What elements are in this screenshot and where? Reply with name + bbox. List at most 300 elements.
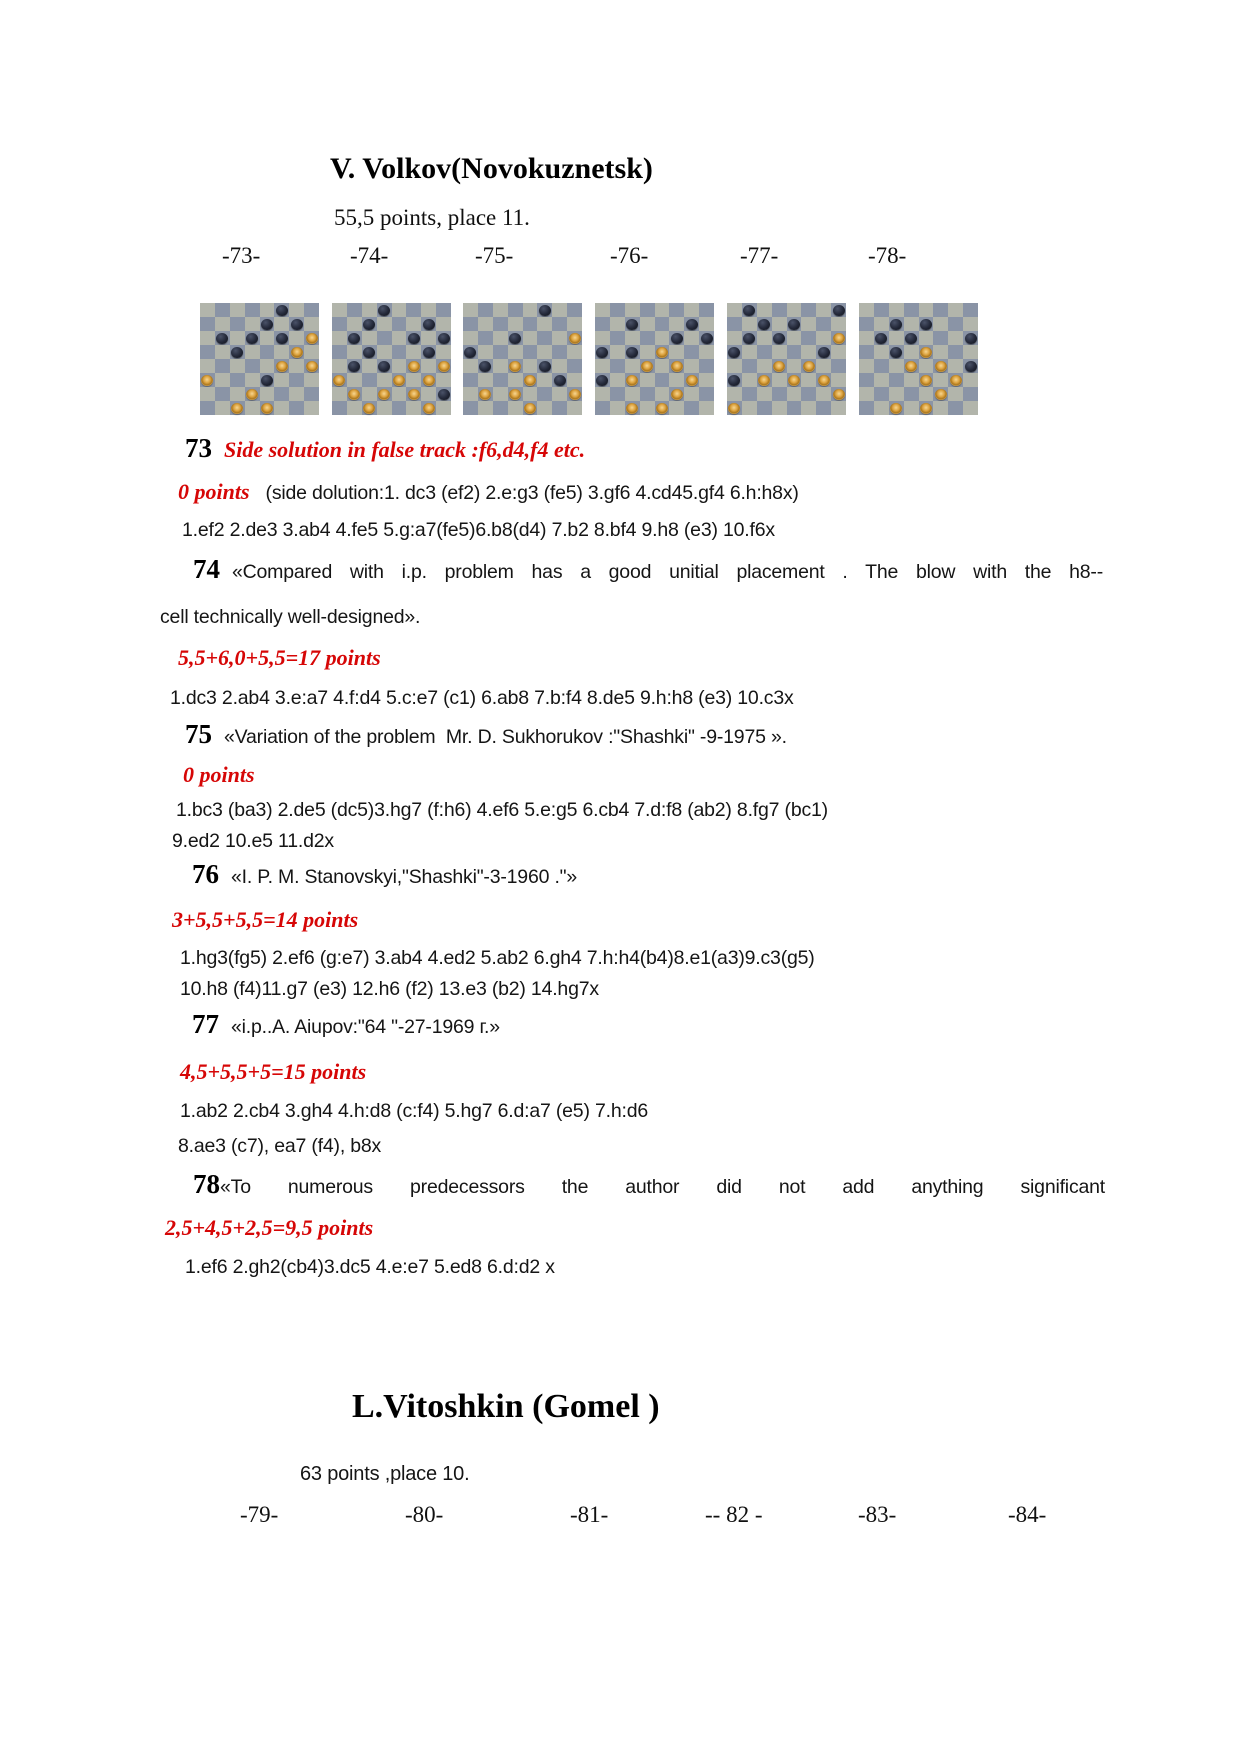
board-square	[215, 359, 230, 373]
board-square	[421, 387, 436, 401]
checker-piece-dark	[965, 333, 977, 344]
checker-piece-dark	[626, 347, 638, 358]
board-square	[801, 317, 816, 331]
board-square	[831, 331, 846, 345]
board-square	[948, 373, 963, 387]
board-square	[625, 317, 640, 331]
checker-piece-dark	[438, 333, 450, 344]
board-square	[493, 401, 508, 415]
board-square	[859, 401, 874, 415]
board-square	[245, 387, 260, 401]
board-square	[640, 331, 655, 345]
board-square	[347, 401, 362, 415]
board-square	[392, 303, 407, 317]
board-square	[508, 345, 523, 359]
board-square	[347, 359, 362, 373]
board-square	[523, 401, 538, 415]
board-square	[948, 303, 963, 317]
board-square	[640, 345, 655, 359]
board-square	[289, 317, 304, 331]
diagram-label-84: -84-	[1008, 1502, 1047, 1527]
checker-piece-dark	[965, 361, 977, 372]
board-square	[727, 401, 742, 415]
board-square	[347, 303, 362, 317]
board-square	[963, 359, 978, 373]
checker-piece-light	[671, 389, 683, 400]
board-square	[874, 387, 889, 401]
board-square	[362, 303, 377, 317]
board-square	[801, 401, 816, 415]
board-square	[463, 345, 478, 359]
board-square	[757, 345, 772, 359]
board-square	[684, 303, 699, 317]
checkers-board-75	[463, 303, 582, 415]
problem73-points-note: (side dolution:1. dc3 (ef2) 2.e:g3 (fe5) 3.gf6 4.cd45.gf4 6.h:h8x)	[265, 482, 799, 504]
board-square	[684, 373, 699, 387]
board-square	[757, 387, 772, 401]
problem73-points-line	[178, 478, 799, 506]
board-square	[200, 373, 215, 387]
board-square	[699, 373, 714, 387]
board-square	[215, 317, 230, 331]
diagram-label-81: -81-	[570, 1502, 609, 1527]
board-square	[933, 401, 948, 415]
board-square	[245, 331, 260, 345]
board-square	[816, 401, 831, 415]
board-square	[421, 345, 436, 359]
board-square	[332, 359, 347, 373]
board-square	[933, 387, 948, 401]
board-square	[377, 359, 392, 373]
board-square	[699, 317, 714, 331]
board-square	[463, 387, 478, 401]
problem74-number: 74	[193, 554, 220, 584]
board-square	[772, 359, 787, 373]
problem73-points: 0 points	[178, 479, 250, 504]
board-square	[508, 401, 523, 415]
checker-piece-dark	[743, 305, 755, 316]
board-square	[831, 401, 846, 415]
checker-piece-light	[276, 361, 288, 372]
board-square	[933, 373, 948, 387]
board-square	[948, 345, 963, 359]
board-square	[362, 373, 377, 387]
board-square	[304, 317, 319, 331]
board-square	[742, 345, 757, 359]
board-square	[801, 303, 816, 317]
board-square	[537, 345, 552, 359]
board-square	[757, 373, 772, 387]
board-square	[245, 401, 260, 415]
checker-piece-light	[950, 375, 962, 386]
problem75-heading	[185, 718, 787, 752]
checker-piece-dark	[423, 347, 435, 358]
problem73-note: Side solution in false track :f6,d4,f4 etc.	[224, 437, 586, 462]
diagram-label-82: -- 82 -	[705, 1502, 763, 1527]
board-square	[552, 331, 567, 345]
board-square	[260, 345, 275, 359]
checker-piece-dark	[276, 333, 288, 344]
board-square	[595, 401, 610, 415]
board-square	[377, 345, 392, 359]
board-square	[377, 303, 392, 317]
board-square	[933, 359, 948, 373]
board-square	[493, 345, 508, 359]
checker-piece-light	[569, 389, 581, 400]
board-square	[406, 373, 421, 387]
board-square	[787, 317, 802, 331]
board-square	[421, 317, 436, 331]
board-square	[347, 331, 362, 345]
board-square	[684, 317, 699, 331]
checker-piece-dark	[596, 347, 608, 358]
board-square	[274, 401, 289, 415]
checker-piece-light	[231, 403, 243, 414]
board-square	[889, 317, 904, 331]
board-square	[787, 387, 802, 401]
board-square	[245, 303, 260, 317]
board-square	[595, 331, 610, 345]
board-square	[889, 359, 904, 373]
board-square	[463, 401, 478, 415]
board-square	[831, 387, 846, 401]
board-square	[274, 303, 289, 317]
board-square	[478, 359, 493, 373]
board-square	[392, 401, 407, 415]
board-square	[552, 317, 567, 331]
board-square	[919, 387, 934, 401]
board-square	[727, 331, 742, 345]
board-square	[260, 373, 275, 387]
board-square	[567, 317, 582, 331]
board-square	[919, 303, 934, 317]
board-square	[332, 373, 347, 387]
checker-piece-light	[423, 375, 435, 386]
board-square	[610, 387, 625, 401]
board-square	[859, 373, 874, 387]
board-square	[260, 331, 275, 345]
board-square	[919, 401, 934, 415]
board-square	[742, 331, 757, 345]
checker-piece-dark	[231, 347, 243, 358]
board-square	[904, 359, 919, 373]
board-square	[406, 317, 421, 331]
checker-piece-light	[291, 347, 303, 358]
board-square	[595, 373, 610, 387]
board-square	[392, 317, 407, 331]
checker-piece-dark	[539, 305, 551, 316]
checker-piece-dark	[539, 361, 551, 372]
problem77-moves-1: 1.ab2 2.cb4 3.gh4 4.h:d8 (c:f4) 5.hg7 6.d:a7 (e5) 7.h:d6	[180, 1100, 648, 1122]
board-square	[436, 387, 451, 401]
board-square	[552, 401, 567, 415]
board-square	[304, 387, 319, 401]
board-square	[655, 303, 670, 317]
board-square	[362, 345, 377, 359]
board-square	[332, 401, 347, 415]
checker-piece-light	[306, 333, 318, 344]
board-square	[919, 359, 934, 373]
board-square	[289, 401, 304, 415]
board-square	[406, 401, 421, 415]
checker-piece-dark	[291, 319, 303, 330]
board-square	[463, 373, 478, 387]
board-square	[772, 331, 787, 345]
board-square	[919, 317, 934, 331]
board-square	[463, 317, 478, 331]
checker-piece-light	[438, 361, 450, 372]
board-square	[874, 373, 889, 387]
board-square	[948, 359, 963, 373]
board-square	[816, 387, 831, 401]
board-square	[463, 359, 478, 373]
checker-piece-dark	[890, 319, 902, 330]
board-square	[215, 401, 230, 415]
problem78-points: 2,5+4,5+2,5=9,5 points	[165, 1215, 374, 1240]
board-square	[684, 387, 699, 401]
checker-piece-light	[758, 375, 770, 386]
checker-piece-light	[393, 375, 405, 386]
checker-piece-light	[626, 403, 638, 414]
board-square	[436, 317, 451, 331]
checker-piece-light	[773, 361, 785, 372]
board-square	[245, 373, 260, 387]
checker-piece-light	[788, 375, 800, 386]
board-square	[904, 331, 919, 345]
problem77-moves-2: 8.ae3 (c7), ea7 (f4), b8x	[178, 1135, 382, 1157]
checker-piece-dark	[216, 333, 228, 344]
board-square	[493, 359, 508, 373]
checker-piece-light	[333, 375, 345, 386]
problem73-moves-1: 1.ef2 2.de3 3.ab4 4.fe5 5.g:a7(fe5)6.b8(d4) 7.b2 8.bf4 9.h8 (e3) 10.f6x	[182, 519, 775, 541]
board-square	[508, 373, 523, 387]
checker-piece-light	[423, 403, 435, 414]
board-square	[347, 387, 362, 401]
board-square	[801, 331, 816, 345]
checker-piece-dark	[378, 305, 390, 316]
diagram-label-77: -77-	[740, 243, 779, 268]
board-square	[304, 373, 319, 387]
checker-piece-light	[509, 389, 521, 400]
board-square	[230, 373, 245, 387]
board-square	[493, 373, 508, 387]
checker-piece-dark	[758, 319, 770, 330]
board-square	[699, 345, 714, 359]
board-square	[377, 387, 392, 401]
section1-subtitle: 55,5 points, place 11.	[334, 205, 530, 230]
board-square	[595, 387, 610, 401]
board-square	[274, 331, 289, 345]
board-square	[508, 303, 523, 317]
board-square	[537, 387, 552, 401]
checker-piece-light	[569, 333, 581, 344]
board-square	[304, 359, 319, 373]
checkers-board-74	[332, 303, 451, 415]
board-square	[948, 401, 963, 415]
board-square	[523, 303, 538, 317]
checker-piece-light	[656, 403, 668, 414]
board-square	[537, 331, 552, 345]
board-square	[625, 387, 640, 401]
diagram-label-74: -74-	[350, 243, 389, 268]
board-square	[523, 317, 538, 331]
board-square	[742, 303, 757, 317]
board-square	[859, 345, 874, 359]
board-square	[493, 387, 508, 401]
board-square	[610, 303, 625, 317]
diagram-label-83: -83-	[858, 1502, 897, 1527]
diagram-label-78: -78-	[868, 243, 907, 268]
checkers-board-77	[727, 303, 846, 415]
problem76-heading	[192, 858, 577, 892]
board-square	[684, 359, 699, 373]
board-square	[304, 303, 319, 317]
board-square	[260, 387, 275, 401]
board-square	[772, 317, 787, 331]
checker-piece-dark	[276, 305, 288, 316]
board-square	[727, 359, 742, 373]
board-square	[406, 359, 421, 373]
checker-piece-light	[261, 403, 273, 414]
board-square	[200, 359, 215, 373]
board-square	[655, 359, 670, 373]
board-square	[816, 345, 831, 359]
problem78-number: 78	[193, 1169, 220, 1199]
checker-piece-light	[479, 389, 491, 400]
board-square	[289, 373, 304, 387]
board-square	[801, 359, 816, 373]
checker-piece-light	[803, 361, 815, 372]
board-square	[963, 345, 978, 359]
board-square	[727, 387, 742, 401]
board-square	[684, 401, 699, 415]
board-square	[874, 401, 889, 415]
problem76-points: 3+5,5+5,5=14 points	[172, 907, 359, 932]
checker-piece-light	[920, 403, 932, 414]
board-square	[727, 303, 742, 317]
board-square	[933, 317, 948, 331]
board-square	[200, 331, 215, 345]
board-square	[523, 359, 538, 373]
board-square	[215, 303, 230, 317]
checker-piece-light	[890, 403, 902, 414]
board-square	[816, 331, 831, 345]
board-square	[215, 345, 230, 359]
board-square	[757, 359, 772, 373]
board-square	[904, 317, 919, 331]
board-square	[610, 401, 625, 415]
checker-piece-light	[408, 361, 420, 372]
checker-piece-light	[524, 375, 536, 386]
board-square	[523, 331, 538, 345]
checker-piece-dark	[833, 305, 845, 316]
diagram-label-73: -73-	[222, 243, 261, 268]
board-square	[801, 345, 816, 359]
board-square	[874, 317, 889, 331]
board-square	[669, 373, 684, 387]
board-square	[859, 317, 874, 331]
checker-piece-dark	[261, 319, 273, 330]
board-square	[362, 359, 377, 373]
board-square	[889, 345, 904, 359]
board-square	[362, 317, 377, 331]
board-square	[523, 373, 538, 387]
checker-piece-dark	[423, 319, 435, 330]
board-square	[230, 345, 245, 359]
diagram-label-75: -75-	[475, 243, 514, 268]
problem76-moves-1: 1.hg3(fg5) 2.ef6 (g:e7) 3.ab4 4.ed2 5.ab2 6.gh4 7.h:h4(b4)8.e1(a3)9.c3(g5)	[180, 947, 815, 969]
board-square	[595, 359, 610, 373]
board-square	[200, 401, 215, 415]
checker-piece-dark	[626, 319, 638, 330]
board-square	[933, 303, 948, 317]
checker-piece-dark	[818, 347, 830, 358]
board-square	[230, 387, 245, 401]
checker-piece-dark	[408, 333, 420, 344]
board-square	[567, 331, 582, 345]
board-square	[304, 401, 319, 415]
board-square	[478, 331, 493, 345]
board-square	[463, 303, 478, 317]
board-square	[610, 373, 625, 387]
board-square	[436, 401, 451, 415]
problem78-heading	[193, 1168, 1105, 1202]
board-square	[436, 345, 451, 359]
board-square	[904, 387, 919, 401]
board-square	[727, 373, 742, 387]
board-square	[392, 345, 407, 359]
board-square	[567, 359, 582, 373]
board-square	[478, 387, 493, 401]
board-square	[787, 331, 802, 345]
board-square	[859, 359, 874, 373]
board-square	[757, 303, 772, 317]
board-square	[742, 387, 757, 401]
board-square	[655, 331, 670, 345]
problem77-number: 77	[192, 1009, 219, 1039]
board-square	[392, 359, 407, 373]
board-square	[567, 303, 582, 317]
board-square	[831, 317, 846, 331]
checker-piece-light	[833, 389, 845, 400]
board-square	[655, 317, 670, 331]
board-square	[478, 345, 493, 359]
board-square	[332, 303, 347, 317]
board-square	[289, 303, 304, 317]
checker-piece-dark	[438, 389, 450, 400]
checker-piece-dark	[363, 319, 375, 330]
board-square	[801, 387, 816, 401]
board-square	[859, 303, 874, 317]
board-square	[274, 373, 289, 387]
board-square	[537, 303, 552, 317]
checker-piece-light	[509, 361, 521, 372]
board-square	[625, 303, 640, 317]
checker-piece-dark	[348, 333, 360, 344]
board-square	[831, 345, 846, 359]
board-square	[478, 401, 493, 415]
board-square	[406, 331, 421, 345]
checker-piece-dark	[890, 347, 902, 358]
board-square	[889, 373, 904, 387]
board-square	[508, 359, 523, 373]
board-square	[362, 331, 377, 345]
board-square	[347, 317, 362, 331]
checker-piece-light	[905, 361, 917, 372]
board-square	[523, 345, 538, 359]
board-square	[245, 359, 260, 373]
board-square	[552, 303, 567, 317]
